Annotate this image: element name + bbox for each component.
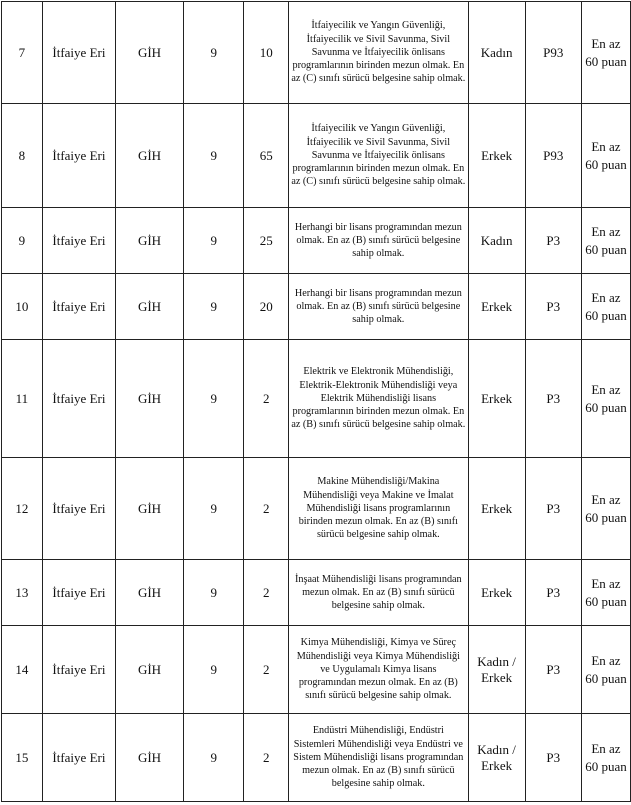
title-cell: İtfaiye Eri (42, 340, 115, 458)
degree-cell: 9 (183, 340, 243, 458)
requirement-cell: Endüstri Mühendisliği, Endüstri Sistemleri Mühendisliği veya Endüstri ve Sistem Mühendisliği lisans programından mezun olmak. En az (B) sınıfı sürücü belgesine sahip olmak. (289, 714, 469, 802)
min-score-cell (581, 104, 630, 208)
count-cell: 2 (244, 458, 289, 560)
class-cell: GİH (116, 340, 184, 458)
min-score-text: En az 60 puan (585, 491, 627, 525)
score-type-cell: P3 (525, 458, 581, 560)
count-cell: 20 (244, 274, 289, 340)
class-cell: GİH (116, 458, 184, 560)
score-type-cell: P93 (525, 2, 581, 104)
score-type-cell: P3 (525, 340, 581, 458)
table-row (2, 104, 631, 208)
table-row (2, 340, 631, 458)
min-score-text: En az 60 puan (585, 35, 627, 69)
gender-cell: Kadın (468, 2, 525, 104)
class-cell: GİH (116, 626, 184, 714)
row-number-cell: 13 (2, 560, 43, 626)
degree-cell: 9 (183, 626, 243, 714)
positions-table (1, 1, 631, 802)
min-score-cell (581, 208, 630, 274)
score-type-cell: P3 (525, 274, 581, 340)
min-score-cell (581, 274, 630, 340)
row-number-cell: 11 (2, 340, 43, 458)
count-cell: 2 (244, 626, 289, 714)
class-cell: GİH (116, 274, 184, 340)
degree-cell: 9 (183, 458, 243, 560)
requirement-cell: Kimya Mühendisliği, Kimya ve Süreç Mühendisliği veya Kimya Mühendisliği ve Uygulamalı Kimya lisans programından mezun olmak. En az (B) sınıfı sürücü belgesine sahip olmak. (289, 626, 469, 714)
requirement-cell: İtfaiyecilik ve Yangın Güvenliği, İtfaiyecilik ve Sivil Savunma, Sivil Savunma ve İtfaiyecilik önlisans programlarının birinden mezun olmak. En az (C) sınıfı sürücü belgesine sahip olmak. (289, 104, 469, 208)
class-cell: GİH (116, 208, 184, 274)
min-score-cell (581, 340, 630, 458)
min-score-cell (581, 626, 630, 714)
score-type-cell: P3 (525, 626, 581, 714)
min-score-text: En az 60 puan (585, 575, 627, 609)
count-cell: 2 (244, 560, 289, 626)
gender-cell: Kadın / Erkek (468, 714, 525, 802)
title-cell: İtfaiye Eri (42, 714, 115, 802)
table-row (2, 458, 631, 560)
min-score-text: En az 60 puan (585, 652, 627, 686)
table-row (2, 560, 631, 626)
title-cell: İtfaiye Eri (42, 2, 115, 104)
degree-cell: 9 (183, 208, 243, 274)
row-number-cell: 10 (2, 274, 43, 340)
class-cell: GİH (116, 560, 184, 626)
count-cell: 25 (244, 208, 289, 274)
requirement-cell: İnşaat Mühendisliği lisans programından mezun olmak. En az (B) sınıfı sürücü belgesine sahip olmak. (289, 560, 469, 626)
degree-cell: 9 (183, 714, 243, 802)
min-score-cell (581, 714, 630, 802)
min-score-cell (581, 458, 630, 560)
row-number-cell: 8 (2, 104, 43, 208)
score-type-cell: P93 (525, 104, 581, 208)
requirement-cell: Herhangi bir lisans programından mezun olmak. En az (B) sınıfı sürücü belgesine sahip olmak. (289, 208, 469, 274)
min-score-text: En az 60 puan (585, 223, 627, 257)
min-score-cell (581, 560, 630, 626)
degree-cell: 9 (183, 2, 243, 104)
table-row (2, 626, 631, 714)
min-score-text: En az 60 puan (585, 740, 627, 774)
table-row (2, 2, 631, 104)
min-score-text: En az 60 puan (585, 289, 627, 323)
row-number-cell: 14 (2, 626, 43, 714)
table-row (2, 208, 631, 274)
requirement-cell: Herhangi bir lisans programından mezun olmak. En az (B) sınıfı sürücü belgesine sahip olmak. (289, 274, 469, 340)
row-number-cell: 12 (2, 458, 43, 560)
count-cell: 2 (244, 340, 289, 458)
gender-cell: Erkek (468, 104, 525, 208)
class-cell: GİH (116, 2, 184, 104)
class-cell: GİH (116, 104, 184, 208)
degree-cell: 9 (183, 560, 243, 626)
score-type-cell: P3 (525, 208, 581, 274)
title-cell: İtfaiye Eri (42, 104, 115, 208)
title-cell: İtfaiye Eri (42, 560, 115, 626)
score-type-cell: P3 (525, 560, 581, 626)
row-number-cell: 9 (2, 208, 43, 274)
gender-cell: Erkek (468, 340, 525, 458)
min-score-cell (581, 2, 630, 104)
requirement-cell: Elektrik ve Elektronik Mühendisliği, Elektrik-Elektronik Mühendisliği veya Elektrik Mühendisliği lisans programlarının birinden mezun olmak. En az (B) sınıfı sürücü belgesine sahip olmak. (289, 340, 469, 458)
count-cell: 2 (244, 714, 289, 802)
gender-cell: Kadın / Erkek (468, 626, 525, 714)
gender-cell: Erkek (468, 560, 525, 626)
table-row (2, 714, 631, 802)
requirement-cell: İtfaiyecilik ve Yangın Güvenliği, İtfaiyecilik ve Sivil Savunma, Sivil Savunma ve İtfaiyecilik önlisans programlarının birinden mezun olmak. En az (C) sınıfı sürücü belgesine sahip olmak. (289, 2, 469, 104)
table-row (2, 274, 631, 340)
gender-cell: Erkek (468, 458, 525, 560)
requirement-cell: Makine Mühendisliği/Makina Mühendisliği veya Makine ve İmalat Mühendisliği lisans programlarının birinden mezun olmak. En az (B) sınıfı sürücü belgesine sahip olmak. (289, 458, 469, 560)
row-number-cell: 15 (2, 714, 43, 802)
gender-cell: Kadın (468, 208, 525, 274)
title-cell: İtfaiye Eri (42, 208, 115, 274)
min-score-text: En az 60 puan (585, 381, 627, 415)
degree-cell: 9 (183, 104, 243, 208)
title-cell: İtfaiye Eri (42, 458, 115, 560)
title-cell: İtfaiye Eri (42, 626, 115, 714)
min-score-text: En az 60 puan (585, 138, 627, 172)
gender-cell: Erkek (468, 274, 525, 340)
count-cell: 10 (244, 2, 289, 104)
title-cell: İtfaiye Eri (42, 274, 115, 340)
count-cell: 65 (244, 104, 289, 208)
row-number-cell: 7 (2, 2, 43, 104)
degree-cell: 9 (183, 274, 243, 340)
score-type-cell: P3 (525, 714, 581, 802)
class-cell: GİH (116, 714, 184, 802)
